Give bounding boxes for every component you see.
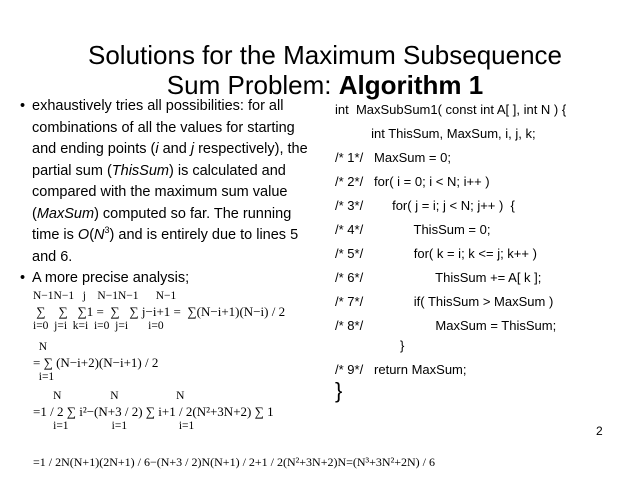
code-line: /* 1*/ MaxSum = 0; — [335, 150, 451, 165]
math-l1-main: ∑ ∑ ∑1 = ∑ ∑ j−i+1 = ∑(N−i+1)(N−i) / 2 — [33, 304, 286, 319]
math-l2-main: = ∑ (N−i+2)(N−i+1) / 2 — [33, 355, 159, 370]
title-prefix: Sum Problem: — [166, 70, 339, 100]
b1-t2: and — [158, 141, 191, 157]
bullet-dot: • — [20, 98, 26, 114]
bullet-dot: • — [20, 270, 26, 286]
code-line: } — [335, 378, 343, 403]
page-number: 2 — [596, 424, 603, 438]
bullet-exhaustive — [20, 96, 320, 268]
b1-exp: 3 — [104, 225, 110, 236]
b1-t6: ( — [89, 227, 95, 243]
code-line: /* 5*/ for( k = i; k <= j; k++ ) — [335, 246, 537, 261]
b1-n: N — [94, 227, 105, 243]
title-bold: Algorithm 1 — [338, 70, 484, 100]
math-l3-upper: N N N — [33, 390, 185, 402]
b1-maxsum: MaxSum — [36, 205, 95, 222]
b1-j: j — [190, 141, 195, 157]
b1-thissum: ThisSum — [111, 162, 169, 179]
math-l3-lower: i=1 i=1 i=1 — [33, 420, 195, 432]
math-l1-lower: i=0 j=i k=i i=0 j=i i=0 — [33, 320, 164, 332]
code-line: /* 9*/ return MaxSum; — [335, 362, 467, 377]
code-line: int MaxSubSum1( const int A[ ], int N ) { — [335, 102, 567, 117]
b1-i: i — [155, 141, 159, 157]
math-l2-lower: i=1 — [33, 371, 55, 383]
b1-t3: respectively), the partial sum ( — [32, 141, 308, 179]
code-line: /* 2*/ for( i = 0; i < N; i++ ) — [335, 174, 490, 189]
b1-t7: ) and is entirely due to lines 5 and 6. — [32, 227, 299, 265]
code-line: /* 3*/ for( j = i; j < N; j++ ) { — [335, 198, 515, 213]
b1-t1: exhaustively tries all possibilities: for all combinations of all the values for starting and ending points ( — [32, 98, 295, 157]
math-l4-main: =1 / 2N(N+1)(2N+1) / 6−(N+3 / 2)N(N+1) / 2+1 / 2(N²+3N+2)N=(N³+3N²+2N) / 6 — [33, 455, 435, 469]
b1-t4: ) is calculated and compared with the maximum sum value ( — [32, 162, 288, 222]
math-l1-upper: N−1N−1 j N−1N−1 N−1 — [33, 290, 177, 302]
code-line: /* 6*/ ThisSum += A[ k ]; — [335, 270, 542, 285]
slide-title-line1: Solutions for the Maximum Subsequence — [87, 40, 563, 70]
bullet-precise-text: A more precise analysis; — [32, 270, 190, 286]
code-line: } — [335, 338, 405, 353]
bullet-precise — [20, 268, 320, 290]
code-line: /* 7*/ if( ThisSum > MaxSum ) — [335, 294, 554, 309]
b1-t5: ) computed so far. The running time is — [32, 205, 292, 243]
math-l2-upper: N — [33, 341, 48, 353]
code-line: /* 8*/ MaxSum = ThisSum; — [335, 318, 557, 333]
code-line: /* 4*/ ThisSum = 0; — [335, 222, 491, 237]
b1-o: O — [77, 227, 90, 243]
code-line: int ThisSum, MaxSum, i, j, k; — [335, 126, 536, 141]
math-l3-main: =1 / 2 ∑ i²−(N+3 / 2) ∑ i+1 / 2(N²+3N+2) ∑ 1 — [33, 404, 274, 419]
